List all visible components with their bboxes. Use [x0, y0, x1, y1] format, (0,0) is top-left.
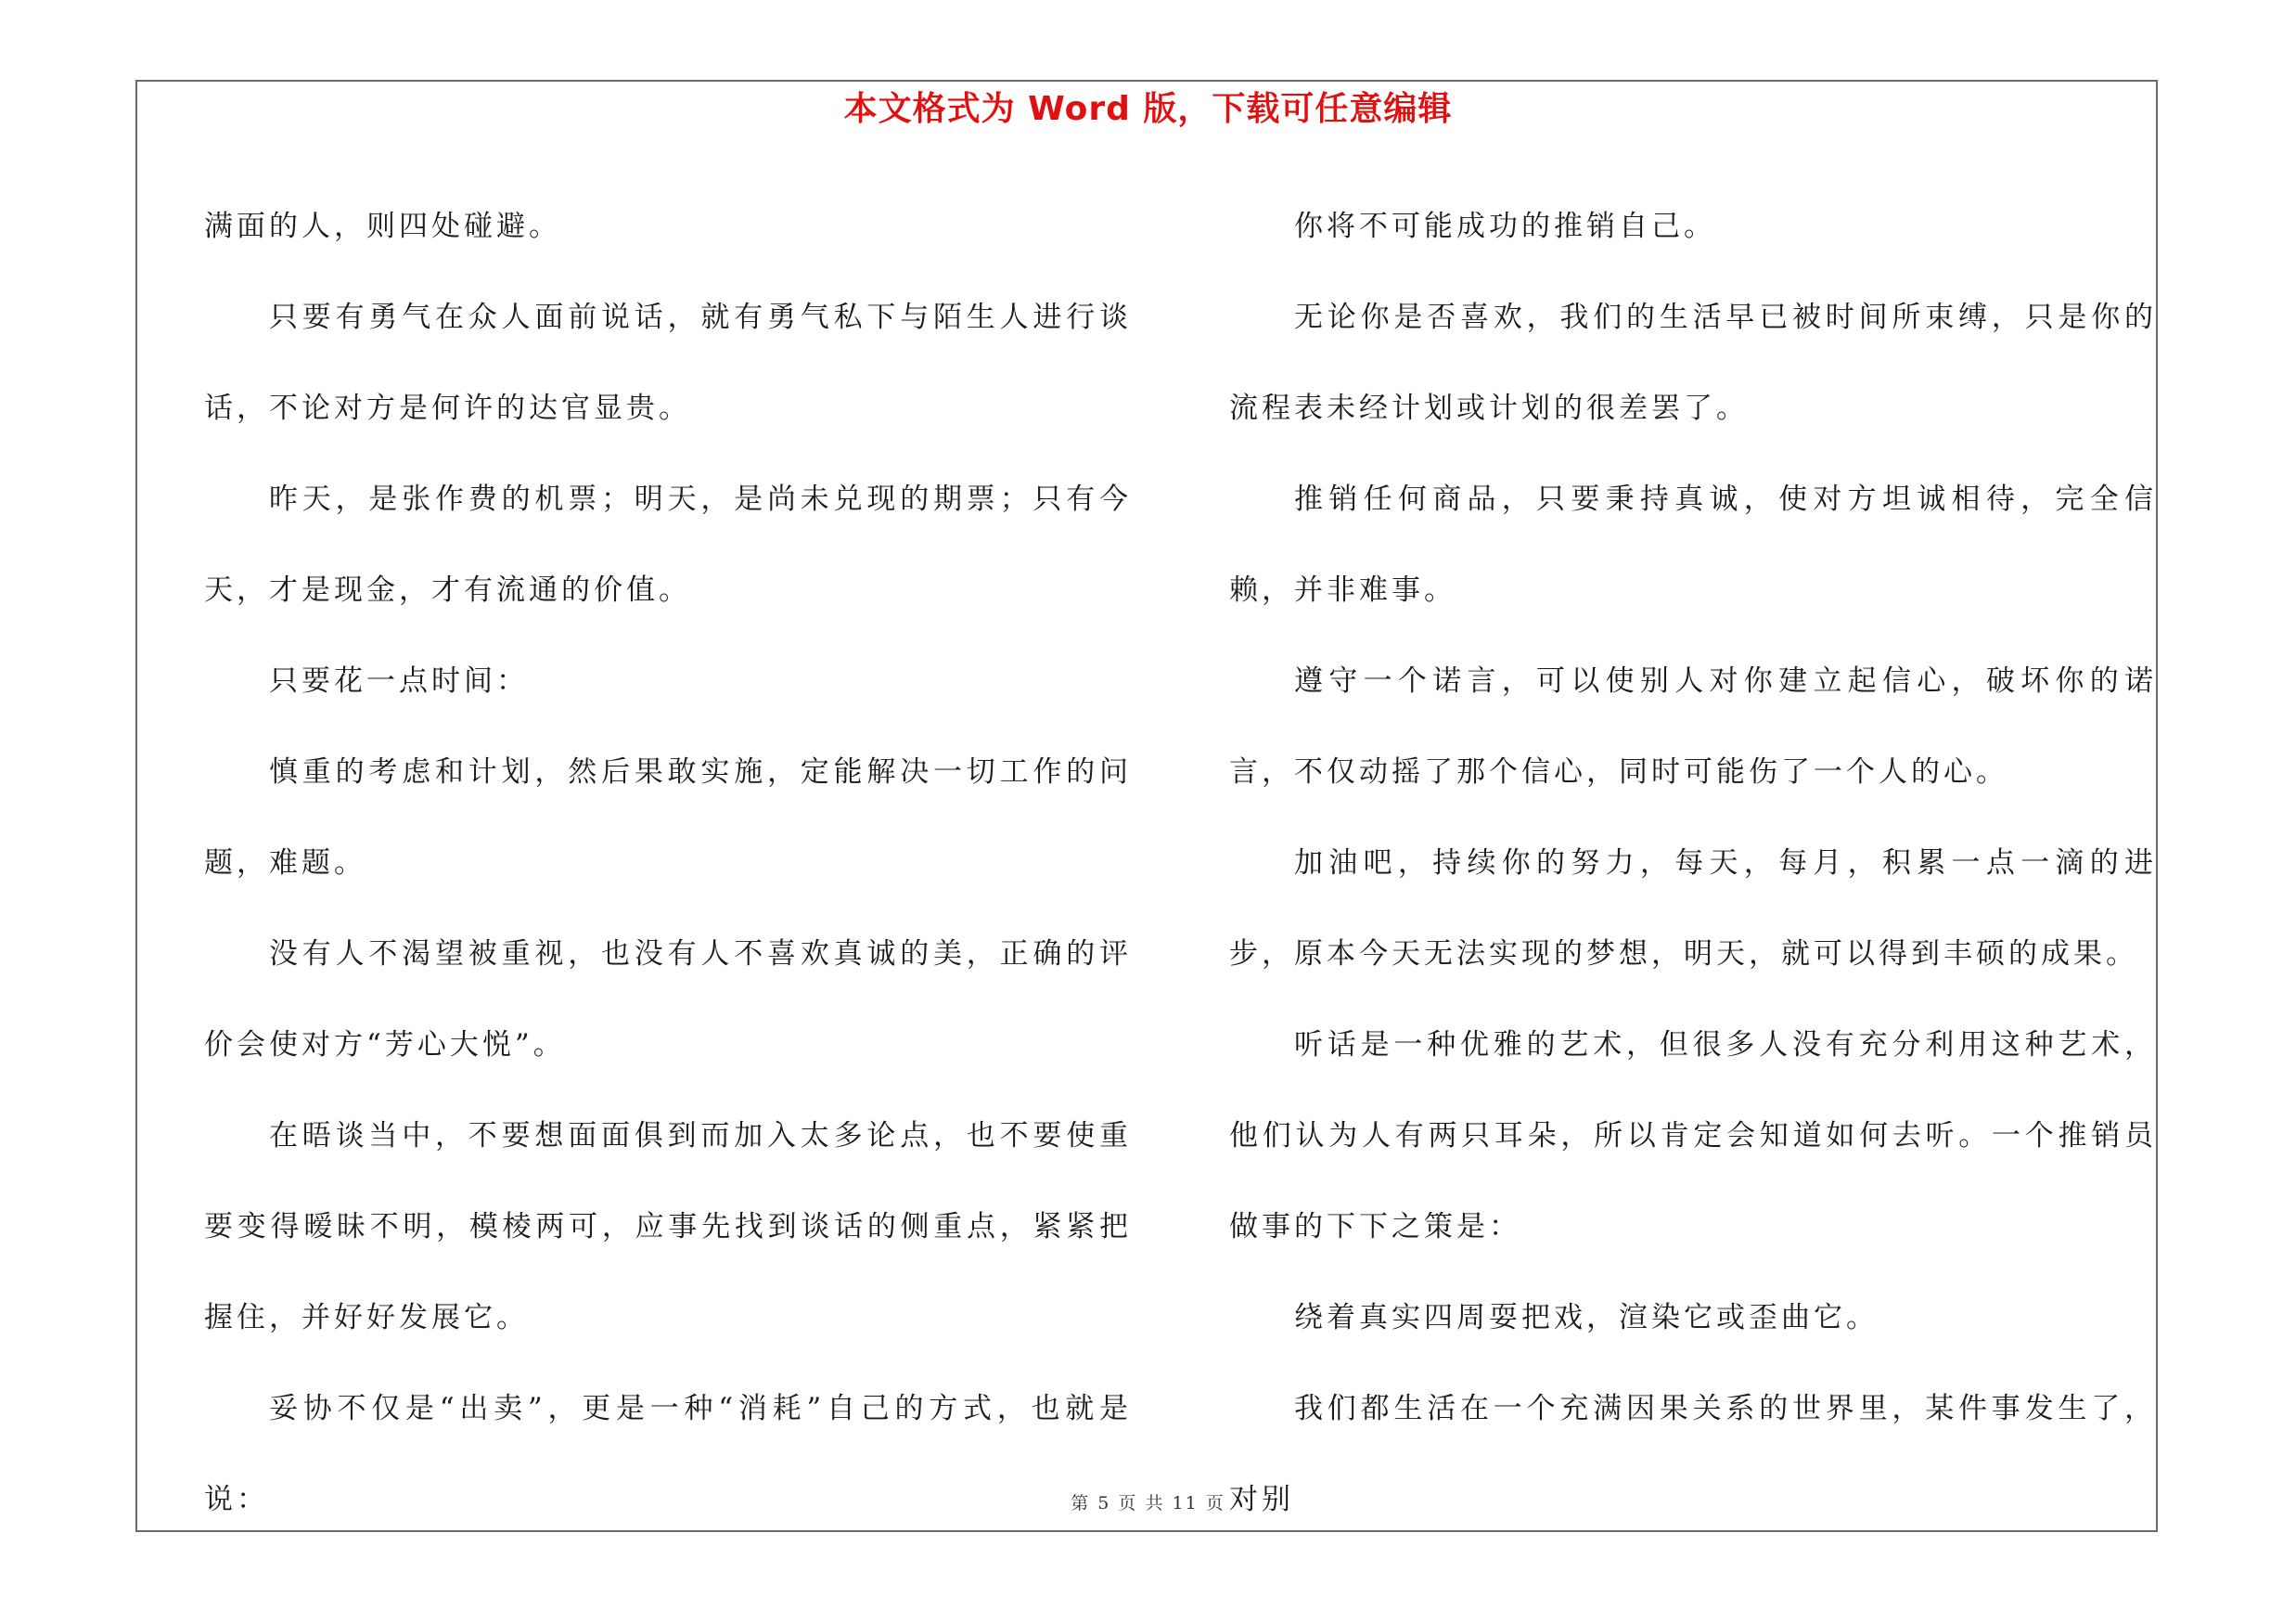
paragraph: 你将不可能成功的推销自己。: [1294, 210, 1716, 243]
page-number-footer: 第 5 页 共 11 页: [1071, 1493, 1225, 1514]
paragraph: 遵守一个诺言，可以使别人对你建立起信心，破坏你的诺言，不仅动摇了那个信心，同时可能伤了一个人的心。: [1229, 664, 2157, 789]
format-banner: 本文格式为 Word 版，下载可任意编辑: [843, 90, 1453, 128]
paragraph: 满面的人，则四处碰避。: [204, 210, 561, 243]
paragraph: 在晤谈当中，不要想面面俱到而加入太多论点，也不要使重要变得暧昧不明，模棱两可，应事先找到谈话的侧重点，紧紧把握住，并好好发展它。: [204, 1119, 1132, 1334]
right-column: [1229, 181, 2157, 1545]
paragraph: 只要花一点时间：: [269, 664, 529, 698]
paragraph: 推销任何商品，只要秉持真诚，使对方坦诚相待，完全信赖，并非难事。: [1229, 483, 2157, 607]
paragraph: 加油吧，持续你的努力，每天，每月，积累一点一滴的进步，原本今天无法实现的梦想，明天，就可以得到丰硕的成果。: [1229, 846, 2157, 971]
paragraph: 我们都生活在一个充满因果关系的世界里，某件事发生了，对别: [1229, 1392, 2157, 1516]
paragraph: 绕着真实四周耍把戏，渲染它或歪曲它。: [1294, 1301, 1879, 1334]
paragraph: 只要有勇气在众人面前说话，就有勇气私下与陌生人进行谈话，不论对方是何许的达官显贵。: [204, 301, 1132, 425]
left-column: [204, 181, 1132, 1545]
paragraph: 听话是一种优雅的艺术，但很多人没有充分利用这种艺术，他们认为人有两只耳朵，所以肯定会知道如何去听。一个推销员做事的下下之策是：: [1229, 1028, 2157, 1243]
paragraph: 妥协不仅是“出卖”，更是一种“消耗”自己的方式，也就是说：: [204, 1392, 1132, 1516]
paragraph: 无论你是否喜欢，我们的生活早已被时间所束缚，只是你的流程表未经计划或计划的很差罢了。: [1229, 301, 2157, 425]
paragraph: 昨天，是张作费的机票；明天，是尚未兑现的期票；只有今天，才是现金，才有流通的价值。: [204, 483, 1132, 607]
paragraph: 没有人不渴望被重视，也没有人不喜欢真诚的美，正确的评价会使对方“芳心大悦”。: [204, 937, 1132, 1062]
paragraph: 慎重的考虑和计划，然后果敢实施，定能解决一切工作的问题，难题。: [204, 755, 1132, 880]
